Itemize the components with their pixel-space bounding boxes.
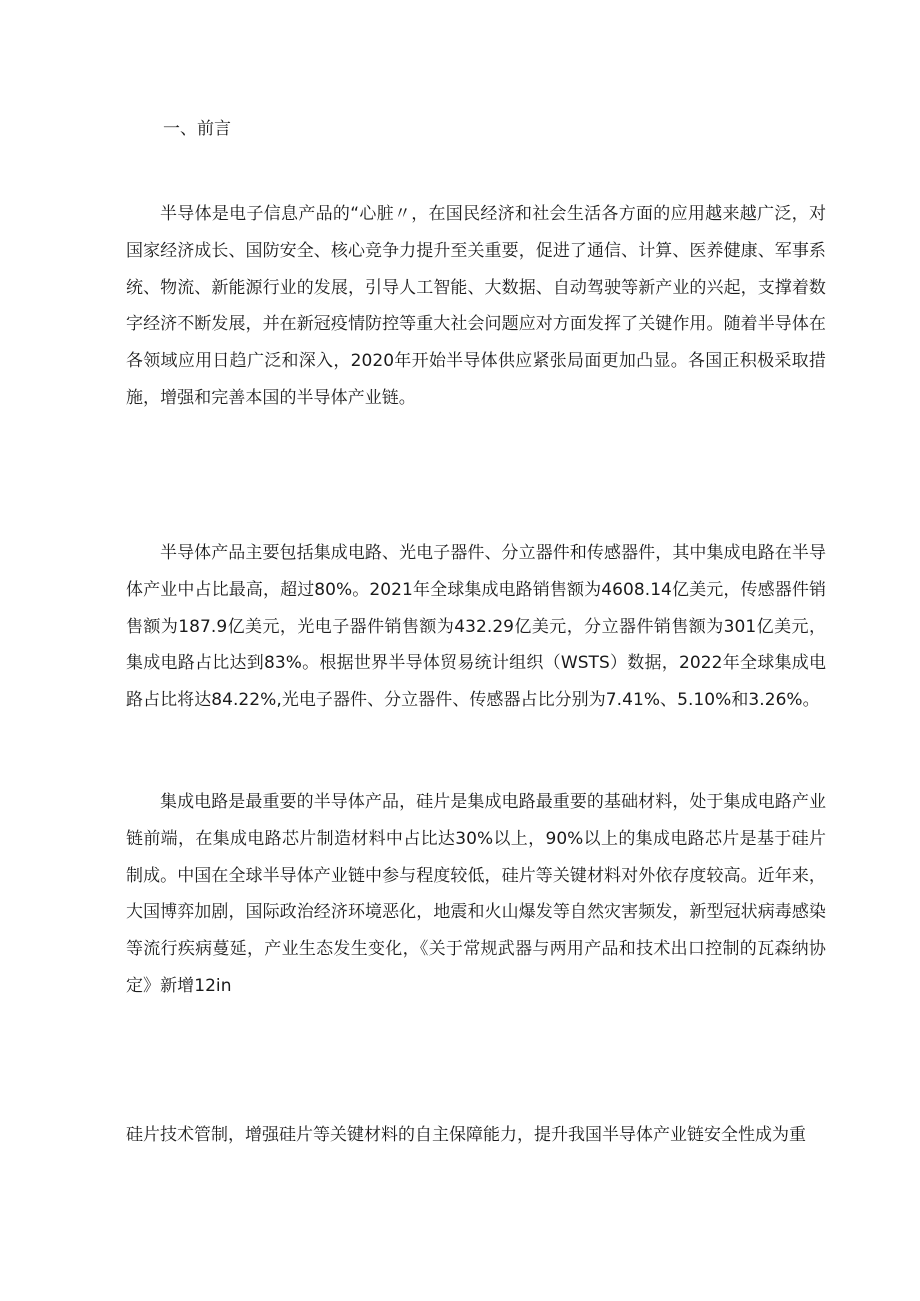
- paragraph-intro: 半导体是电子信息产品的“心脏〃，在国民经济和社会生活各方面的应用越来越广泛，对国家经济成长、国防安全、核心竞争力提升至关重要，促进了通信、计算、医养健康、军事系统、物流、新能源行业的发展，引导人工智能、大数据、自动驾驶等新产业的兴起，支撑着数字经济不断发展，并在新冠疫情防控等重大社会问题应对方面发挥了关键作用。随着半导体在各领域应用日趋广泛和深入，2020年开始半导体供应紧张局面更加凸显。各国正积极采取措施，增强和完善本国的半导体产业链。: [126, 204, 826, 408]
- paragraph-silicon-wafer: 集成电路是最重要的半导体产品，硅片是集成电路最重要的基础材料，处于集成电路产业链前端，在集成电路芯片制造材料中占比达30%以上，90%以上的集成电路芯片是基于硅片制成。中国在全球半导体产业链中参与程度较低，硅片等关键材料对外依存度较高。近年来，大国博弈加剧，国际政治经济环境恶化，地震和火山爆发等自然灾害频发，新型冠状病毒感染等流行疾病蔓延，产业生态发生变化，《关于常规武器与两用产品和技术出口控制的瓦森纳协定》新增12in: [126, 792, 826, 996]
- section-heading: 一、前言: [163, 119, 231, 139]
- paragraph-continuation: 硅片技术管制，增强硅片等关键材料的自主保障能力，提升我国半导体产业链安全性成为重: [126, 1125, 806, 1145]
- paragraph-product-breakdown: 半导体产品主要包括集成电路、光电子器件、分立器件和传感器件，其中集成电路在半导体产业中占比最高，超过80%。2021年全球集成电路销售额为4608.14亿美元，传感器件销售额为187.9亿美元，光电子器件销售额为432.29亿美元，分立器件销售额为301亿美元，集成电路占比达到83%。根据世界半导体贸易统计组织（WSTS）数据，2022年全球集成电路占比将达84.22%,光电子器件、分立器件、传感器占比分别为7.41%、5.10%和3.26%。: [126, 543, 826, 711]
